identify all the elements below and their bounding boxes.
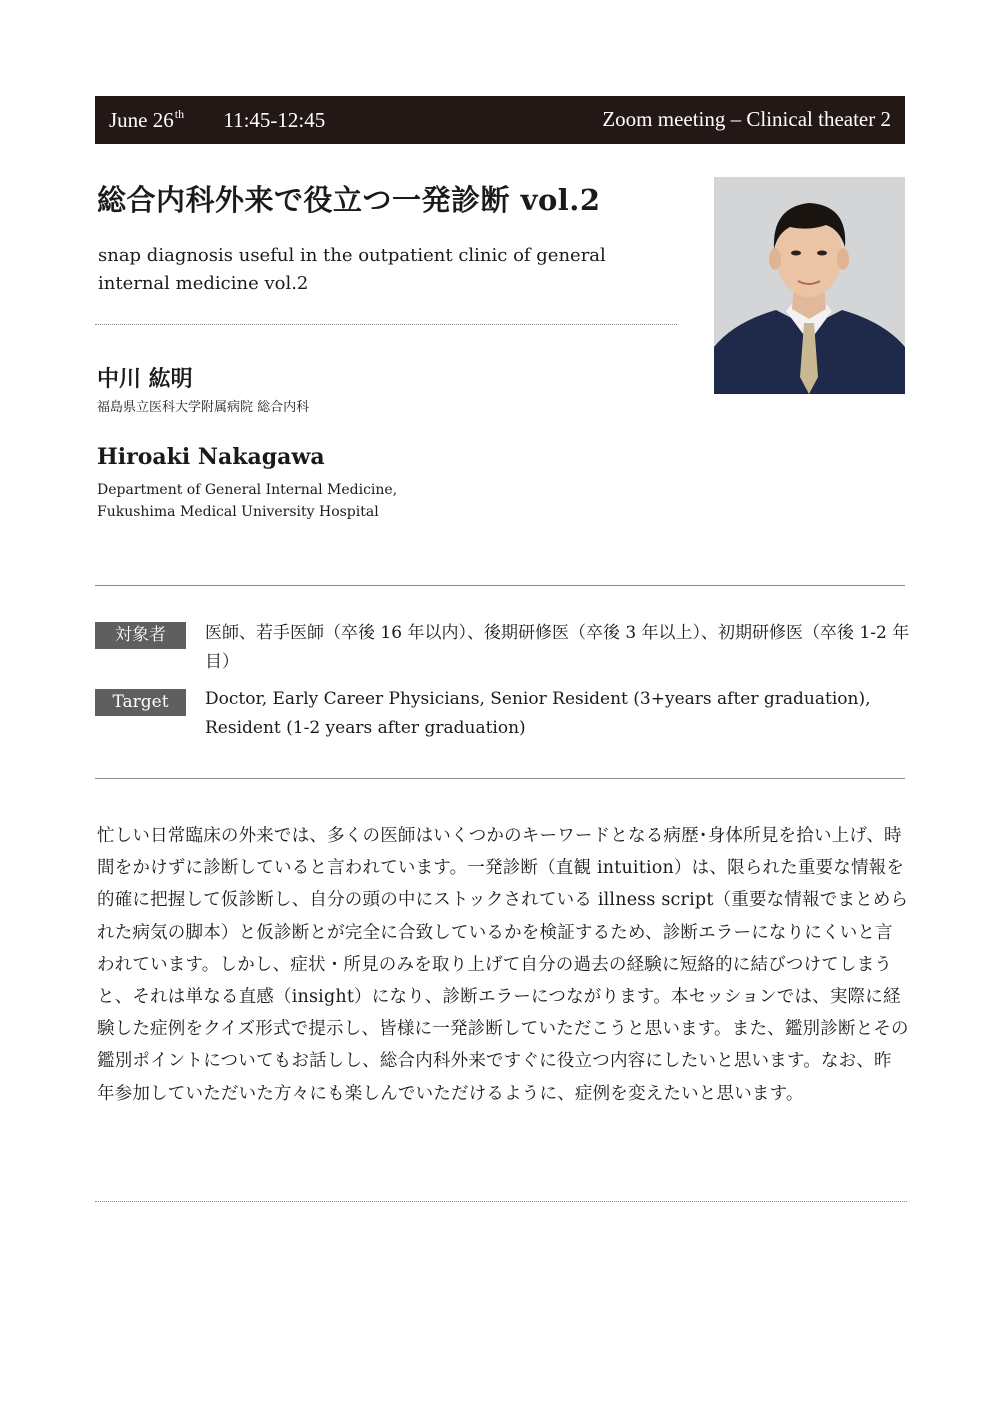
target-text-en: Doctor, Early Career Physicians, Senior Resident (3+years after graduation), Resident (1-2 years after graduation)	[205, 689, 871, 738]
session-datetime	[109, 107, 325, 133]
session-title-jp: 総合内科外来で役立つ一発診断 vol.2	[97, 183, 601, 217]
session-abstract: 忙しい日常臨床の外来では、多くの医師はいくつかのキーワードとなる病歴･身体所見を拾い上げ、時間をかけずに診断していると言われています。一発診断（直観 intuition）は、限られた重要な情報を的確に把握して仮診断し、自分の頭の中にストックされている illness script（重要な情報でまとめられた病気の脚本）と仮診断とが完全に合致しているかを検証するため、診断エラーになりにくいと言われています。しかし、症状・所見のみを取り上げて自分の過去の経験に短絡的に結びつけてしまうと、それは単なる直感（insight）になり、診断エラーにつながります。本セッションでは、実際に経験した症例をクイズ形式で提示し、皆様に一発診断していただこうと思います。また、鑑別診断とその鑑別ポイントについてもお話しし、総合内科外来ですぐに役立つ内容にしたいと思います。なお、昨年参加していただいた方々にも楽しんでいただけるように、症例を変えたいと思います。	[97, 826, 909, 1104]
affiliation-en-line-1: Department of General Internal Medicine,	[97, 482, 398, 498]
title-divider	[95, 324, 677, 325]
speaker-name-en: Hiroaki Nakagawa	[97, 444, 325, 470]
footer-divider	[95, 1201, 907, 1202]
section-divider-bottom	[95, 778, 905, 779]
target-label-jp: 対象者	[95, 622, 186, 649]
affiliation-en-line-2: Fukushima Medical University Hospital	[97, 504, 379, 520]
speaker-affiliation-en	[97, 479, 397, 523]
session-header-bar	[95, 96, 905, 144]
session-title-en: snap diagnosis useful in the outpatient clinic of general internal medicine vol.2	[98, 245, 606, 294]
speaker-affiliation-jp: 福島県立医科大学附属病院 総合内科	[97, 400, 310, 415]
target-text-jp: 医師、若手医師（卒後 16 年以内）、後期研修医（卒後 3 年以上）、初期研修医（卒後 1-2 年目）	[205, 623, 910, 672]
session-venue: Zoom meeting – Clinical theater 2	[602, 107, 891, 131]
speaker-portrait-image	[714, 177, 905, 394]
target-label-en: Target	[95, 689, 186, 716]
section-divider-top	[95, 585, 905, 586]
session-time: 11:45-12:45	[223, 108, 326, 132]
speaker-photo	[714, 177, 905, 394]
date-ordinal-suffix: th	[174, 107, 185, 121]
session-date: June 26	[109, 108, 174, 132]
speaker-name-jp: 中川 紘明	[97, 366, 193, 392]
